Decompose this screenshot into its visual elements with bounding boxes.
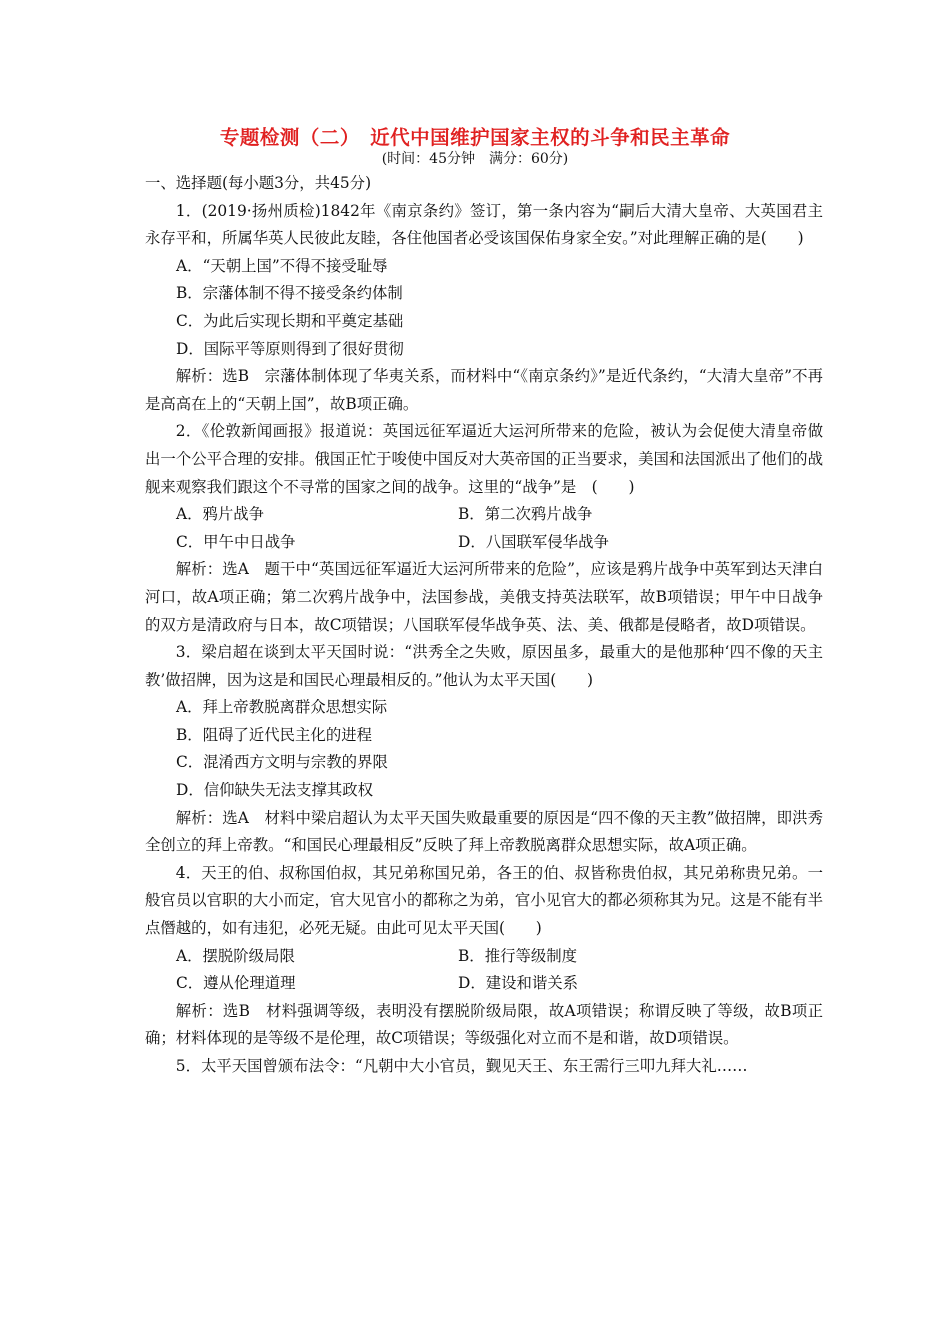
question-4-analysis: 解析：选B 材料强调等级，表明没有摆脱阶级局限，故A项错误；称谓反映了等级，故B项正确；材料体现的是等级不是伦理，故C项错误；等级强化对立而不是和谐，故D项错误。	[145, 1001, 823, 1048]
question-3-analysis: 解析：选A 材料中梁启超认为太平天国失败最重要的原因是“四不像的天主教”做招牌，即洪秀全创立的拜上帝教。“和国民心理最相反”反映了拜上帝教脱离群众思想实际，故A项正确。	[145, 808, 823, 855]
question-2-option-a: A．鸦片战争	[176, 505, 265, 524]
question-4-option-c: C．遵从伦理道理	[176, 974, 296, 993]
question-2-stem: 2．《伦敦新闻画报》报道说：英国远征军逼近大运河所带来的危险，被认为会促使大清皇帝做出一个公平合理的安排。俄国正忙于唆使中国反对大英帝国的正当要求，美国和法国派出了他们的战舰来观察我们跟这个不寻常的国家之间的战争。这里的“战争”是 ( )	[145, 422, 823, 496]
question-2-option-c: C．甲午中日战争	[176, 532, 296, 551]
question-4-options-row-2	[145, 970, 823, 998]
document-body	[145, 170, 823, 1081]
page-title: 专题检测（二） 近代中国维护国家主权的斗争和民主革命	[219, 126, 731, 149]
question-2-options-row-2	[145, 529, 823, 557]
section-heading: 一、选择题(每小题3分，共45分)	[145, 174, 372, 192]
question-4-option-d: D．建设和谐关系	[458, 974, 579, 993]
question-3-stem: 3．梁启超在谈到太平天国时说：“洪秀全之失败，原因虽多，最重大的是他那种‘四不像的天主教’做招牌，因为这是和国民心理最相反的。”他认为太平天国( )	[145, 643, 823, 689]
question-4-option-b: B．推行等级制度	[458, 946, 578, 965]
question-4-stem: 4．天王的伯、叔称国伯叔，其兄弟称国兄弟，各王的伯、叔皆称贵伯叔，其兄弟称贵兄弟。一般官员以官职的大小而定，官大见官小的都称之为弟，官小见官大的都必须称其为兄。这是不能有半点僭越的，如有违犯，必死无疑。由此可见太平天国( )	[145, 863, 823, 938]
question-2-options-row-1	[145, 501, 823, 529]
question-3-option-d: D．信仰缺失无法支撑其政权	[176, 781, 374, 800]
question-1-stem: 1．(2019·扬州质检)1842年《南京条约》签订，第一条内容为“嗣后大清大皇帝、大英国君主永存平和，所属华英人民彼此友睦，各住他国者必受该国保佑身家全安。”对此理解正确的是( )	[145, 201, 823, 248]
question-3-option-c: C．混淆西方文明与宗教的界限	[176, 753, 388, 772]
question-1-option-b: B．宗藩体制不得不接受条约体制	[176, 284, 403, 303]
question-4-options-row-1	[145, 943, 823, 971]
question-2-option-b: B．第二次鸦片战争	[458, 505, 593, 524]
page-subtitle: (时间：45分钟 满分：60分)	[381, 151, 569, 167]
question-3-option-b: B．阻碍了近代民主化的进程	[176, 725, 372, 744]
question-5-stem: 5．太平天国曾颁布法令：“凡朝中大小官员，觐见天王、东王需行三叩九拜大礼……	[175, 1057, 748, 1075]
question-2-analysis: 解析：选A 题干中“英国远征军逼近大运河所带来的危险”，应该是鸦片战争中英军到达天津白河口，故A项正确；第二次鸦片战争中，法国参战，美俄支持英法联军，故B项错误；甲午中日战争的双方是清政府与日本，故C项错误；八国联军侵华战争英、法、美、俄都是侵略者，故D项错误。	[145, 560, 823, 634]
question-3-option-a: A．拜上帝教脱离群众思想实际	[176, 698, 388, 717]
question-1-option-a: A．“天朝上国”不得不接受耻辱	[176, 256, 388, 275]
question-4-option-a: A．摆脱阶级局限	[176, 946, 295, 965]
question-1-option-d: D．国际平等原则得到了很好贯彻	[176, 339, 404, 358]
question-1-option-c: C．为此后实现长期和平奠定基础	[176, 311, 404, 330]
question-1-analysis: 解析：选B 宗藩体制体现了华夷关系，而材料中“《南京条约》”是近代条约，“大清大皇帝”不再是高高在上的“天朝上国”，故B项正确。	[145, 367, 823, 413]
question-2-option-d: D．八国联军侵华战争	[458, 532, 609, 551]
